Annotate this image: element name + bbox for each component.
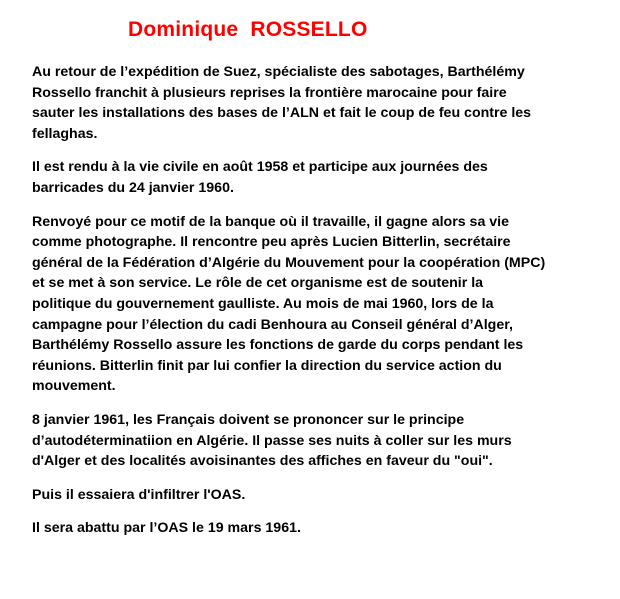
text-line: Au retour de l’expédition de Suez, spécialiste des sabotages, Barthélémy <box>32 64 525 80</box>
page-title: Dominique ROSSELLO <box>128 18 368 41</box>
text-line: Il est rendu à la vie civile en août 1958 et participe aux journées des <box>32 159 488 176</box>
document-body <box>32 62 592 552</box>
text-line: mouvement. <box>32 378 116 395</box>
text-line: général de la Fédération d’Algérie du Mouvement pour la coopération (MPC) <box>32 254 546 271</box>
paragraph-self-determination <box>32 410 592 472</box>
text-line: d'Alger et des localités avoisinantes des affiches en faveur du "oui". <box>32 453 493 470</box>
paragraph-civilian-life <box>32 157 592 198</box>
text-line: Renvoyé pour ce motif de la banque où il travaille, il gagne alors sa vie <box>32 213 509 230</box>
text-line: d’autodéterminatiion en Algérie. Il passe ses nuits à coller sur les murs <box>32 432 512 449</box>
text-line: et se met à son service. Le rôle de cet organisme est de soutenir la <box>32 275 484 292</box>
text-line: politique du gouvernement gaulliste. Au mois de mai 1960, lors de la <box>32 295 494 312</box>
text-line: 8 janvier 1961, les Français doivent se prononcer sur le principe <box>32 411 465 428</box>
text-line: fellaghas. <box>32 125 98 142</box>
text-line: comme photographe. Il rencontre peu après Lucien Bitterlin, secrétaire <box>32 234 511 251</box>
text-line: Rossello franchit à plusieurs reprises la frontière marocaine pour faire <box>32 84 507 101</box>
paragraph-photographer-mpc <box>32 212 592 397</box>
text-line: réunions. Bitterlin finit par lui confier la direction du service action du <box>32 357 502 374</box>
text-line: sauter les installations des bases de l’ALN et fait le coup de feu contre les <box>32 105 532 122</box>
text-line: Puis il essaiera d'infiltrer l'OAS. <box>32 486 246 503</box>
paragraph-suez-expedition <box>32 62 592 144</box>
paragraph-infiltrate-oas <box>32 485 592 506</box>
text-line: campagne pour l’élection du cadi Benhoura au Conseil général d’Alger, <box>32 316 513 333</box>
text-line: barricades du 24 janvier 1960. <box>32 179 234 196</box>
text-line: Il sera abattu par l’OAS le 19 mars 1961. <box>32 520 301 537</box>
paragraph-death <box>32 518 592 539</box>
text-line: Barthélémy Rossello assure les fonctions de garde du corps pendant les <box>32 337 524 354</box>
